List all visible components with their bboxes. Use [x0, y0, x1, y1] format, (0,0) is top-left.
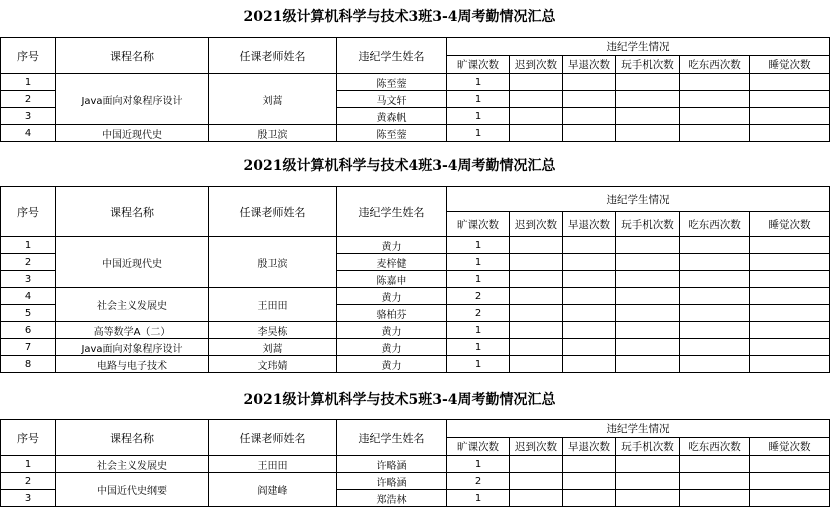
header-phone: 玩手机次数 — [616, 56, 680, 74]
seq-cell: 5 — [1, 305, 56, 322]
header-violation-group: 违纪学生情况 — [447, 187, 830, 212]
seq-cell: 4 — [1, 288, 56, 305]
student-cell: 郑浩林 — [337, 490, 447, 507]
header-course: 课程名称 — [56, 187, 209, 237]
student-cell: 骆柏芬 — [337, 305, 447, 322]
absent-cell: 1 — [447, 237, 510, 254]
seq-cell: 3 — [1, 271, 56, 288]
teacher-cell: 李昊栋 — [209, 322, 337, 339]
seq-cell: 3 — [1, 490, 56, 507]
table-row — [1, 456, 830, 473]
course-cell: 社会主义发展史 — [56, 288, 209, 322]
header-sleeping: 睡觉次数 — [750, 212, 830, 237]
absent-cell: 1 — [447, 322, 510, 339]
student-cell: 陈嘉申 — [337, 271, 447, 288]
seq-cell: 1 — [1, 456, 56, 473]
header-violation-group: 违纪学生情况 — [447, 420, 830, 438]
header-student: 违纪学生姓名 — [337, 420, 447, 456]
teacher-cell: 刘蒿 — [209, 339, 337, 356]
course-cell: Java面向对象程序设计 — [56, 339, 209, 356]
header-phone: 玩手机次数 — [616, 212, 680, 237]
table-row — [1, 237, 830, 254]
attendance-table — [0, 37, 830, 142]
header-course: 课程名称 — [56, 38, 209, 74]
header-leave-early: 早退次数 — [563, 438, 616, 456]
seq-cell: 7 — [1, 339, 56, 356]
course-cell: Java面向对象程序设计 — [56, 74, 209, 125]
table-row — [1, 322, 830, 339]
seq-cell: 6 — [1, 322, 56, 339]
absent-cell: 2 — [447, 288, 510, 305]
absent-cell: 1 — [447, 356, 510, 373]
header-eating: 吃东西次数 — [680, 438, 750, 456]
table-row — [1, 288, 830, 305]
teacher-cell: 刘蒿 — [209, 74, 337, 125]
seq-cell: 2 — [1, 91, 56, 108]
seq-cell: 1 — [1, 237, 56, 254]
absent-cell: 2 — [447, 473, 510, 490]
absent-cell: 1 — [447, 91, 510, 108]
absent-cell: 1 — [447, 108, 510, 125]
header-seq: 序号 — [1, 38, 56, 74]
header-seq: 序号 — [1, 187, 56, 237]
table-title: 2021级计算机科学与技术5班3-4周考勤情况汇总 — [243, 392, 556, 408]
teacher-cell: 殷卫滨 — [209, 237, 337, 288]
absent-cell: 2 — [447, 305, 510, 322]
seq-cell: 3 — [1, 108, 56, 125]
header-eating: 吃东西次数 — [680, 56, 750, 74]
header-late: 迟到次数 — [510, 212, 563, 237]
student-cell: 黄力 — [337, 322, 447, 339]
absent-cell: 1 — [447, 490, 510, 507]
student-cell: 黄森帆 — [337, 108, 447, 125]
header-phone: 玩手机次数 — [616, 438, 680, 456]
seq-cell: 2 — [1, 473, 56, 490]
header-leave-early: 早退次数 — [563, 212, 616, 237]
student-cell: 黄力 — [337, 339, 447, 356]
absent-cell: 1 — [447, 254, 510, 271]
student-cell: 黄力 — [337, 356, 447, 373]
header-sleeping: 睡觉次数 — [750, 56, 830, 74]
table-title: 2021级计算机科学与技术4班3-4周考勤情况汇总 — [243, 158, 556, 174]
course-cell: 中国近现代史 — [56, 125, 209, 142]
table-row — [1, 473, 830, 490]
course-cell: 高等数学A（二） — [56, 322, 209, 339]
table-row — [1, 339, 830, 356]
seq-cell: 2 — [1, 254, 56, 271]
header-student: 违纪学生姓名 — [337, 38, 447, 74]
seq-cell: 1 — [1, 74, 56, 91]
header-eating: 吃东西次数 — [680, 212, 750, 237]
student-cell: 黄力 — [337, 237, 447, 254]
student-cell: 麦梓健 — [337, 254, 447, 271]
table-row — [1, 356, 830, 373]
student-cell: 陈至蓥 — [337, 74, 447, 91]
student-cell: 黄力 — [337, 288, 447, 305]
course-cell: 中国近代史纲要 — [56, 473, 209, 507]
header-teacher: 任课老师姓名 — [209, 38, 337, 74]
absent-cell: 1 — [447, 125, 510, 142]
header-absent: 旷课次数 — [447, 438, 510, 456]
student-cell: 许略涵 — [337, 473, 447, 490]
teacher-cell: 殷卫滨 — [209, 125, 337, 142]
header-student: 违纪学生姓名 — [337, 187, 447, 237]
header-absent: 旷课次数 — [447, 56, 510, 74]
table-row — [1, 74, 830, 91]
attendance-table — [0, 186, 830, 373]
absent-cell: 1 — [447, 271, 510, 288]
header-late: 迟到次数 — [510, 438, 563, 456]
absent-cell: 1 — [447, 74, 510, 91]
course-cell: 电路与电子技术 — [56, 356, 209, 373]
teacher-cell: 王田田 — [209, 456, 337, 473]
student-cell: 马文轩 — [337, 91, 447, 108]
header-leave-early: 早退次数 — [563, 56, 616, 74]
header-teacher: 任课老师姓名 — [209, 187, 337, 237]
teacher-cell: 文玮婧 — [209, 356, 337, 373]
header-teacher: 任课老师姓名 — [209, 420, 337, 456]
teacher-cell: 王田田 — [209, 288, 337, 322]
student-cell: 陈至蓥 — [337, 125, 447, 142]
table-row — [1, 125, 830, 142]
course-cell: 社会主义发展史 — [56, 456, 209, 473]
header-sleeping: 睡觉次数 — [750, 438, 830, 456]
seq-cell: 8 — [1, 356, 56, 373]
attendance-table — [0, 419, 830, 507]
header-absent: 旷课次数 — [447, 212, 510, 237]
table-title: 2021级计算机科学与技术3班3-4周考勤情况汇总 — [243, 9, 556, 25]
header-seq: 序号 — [1, 420, 56, 456]
absent-cell: 1 — [447, 456, 510, 473]
teacher-cell: 阎建峰 — [209, 473, 337, 507]
seq-cell: 4 — [1, 125, 56, 142]
header-violation-group: 违纪学生情况 — [447, 38, 830, 56]
header-late: 迟到次数 — [510, 56, 563, 74]
header-course: 课程名称 — [56, 420, 209, 456]
course-cell: 中国近现代史 — [56, 237, 209, 288]
student-cell: 许略涵 — [337, 456, 447, 473]
absent-cell: 1 — [447, 339, 510, 356]
